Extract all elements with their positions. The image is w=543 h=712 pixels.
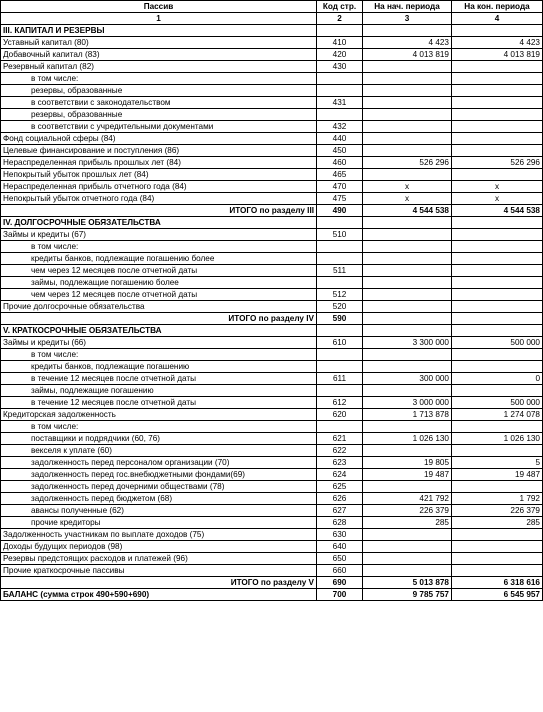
row-code: 420: [317, 49, 363, 61]
row-end-value: x: [452, 193, 543, 205]
column-number-4: 4: [452, 13, 543, 25]
row-label: Резервный капитал (82): [1, 61, 317, 73]
row-label: Доходы будущих периодов (98): [1, 541, 317, 553]
row-start-value: [363, 61, 452, 73]
row-code: [317, 349, 363, 361]
row-start-value: [363, 541, 452, 553]
row-end-value: 4 544 538: [452, 205, 543, 217]
row-code: 432: [317, 121, 363, 133]
row-start-value: [363, 85, 452, 97]
row-code: 700: [317, 589, 363, 601]
table-row: [1, 217, 543, 229]
header-end-period: На кон. периода: [452, 1, 543, 13]
row-code: 628: [317, 517, 363, 529]
table-row: [1, 85, 543, 97]
row-label: задолженность перед дочерними обществами (78): [1, 481, 317, 493]
row-code: 511: [317, 265, 363, 277]
row-start-value: x: [363, 193, 452, 205]
row-end-value: 4 013 819: [452, 49, 543, 61]
row-start-value: 3 300 000: [363, 337, 452, 349]
row-code: 510: [317, 229, 363, 241]
row-label: кредиты банков, подлежащие погашению более: [1, 253, 317, 265]
row-code: [317, 109, 363, 121]
table-row: [1, 397, 543, 409]
table-row: [1, 553, 543, 565]
row-end-value: x: [452, 181, 543, 193]
row-label: Прочие краткосрочные пассивы: [1, 565, 317, 577]
row-code: [317, 325, 363, 337]
row-code: 590: [317, 313, 363, 325]
row-label: Фонд социальной сферы (84): [1, 133, 317, 145]
row-label: задолженность перед персоналом организации (70): [1, 457, 317, 469]
row-start-value: [363, 565, 452, 577]
table-row: [1, 25, 543, 37]
row-label: Займы и кредиты (66): [1, 337, 317, 349]
row-code: 450: [317, 145, 363, 157]
row-end-value: [452, 529, 543, 541]
table-row: [1, 577, 543, 589]
row-end-value: 285: [452, 517, 543, 529]
row-end-value: [452, 277, 543, 289]
table-row: [1, 145, 543, 157]
table-row: [1, 229, 543, 241]
table-row: [1, 589, 543, 601]
row-label: в том числе:: [1, 349, 317, 361]
column-number-1: 1: [1, 13, 317, 25]
header-liabilities: Пассив: [1, 1, 317, 13]
row-end-value: [452, 325, 543, 337]
row-label: в том числе:: [1, 241, 317, 253]
row-label: Добавочный капитал (83): [1, 49, 317, 61]
row-code: 470: [317, 181, 363, 193]
row-label: III. КАПИТАЛ И РЕЗЕРВЫ: [1, 25, 317, 37]
row-end-value: 0: [452, 373, 543, 385]
row-end-value: [452, 121, 543, 133]
row-end-value: [452, 241, 543, 253]
table-row: [1, 433, 543, 445]
row-start-value: 526 296: [363, 157, 452, 169]
table-row: [1, 265, 543, 277]
row-label: в том числе:: [1, 421, 317, 433]
row-start-value: [363, 421, 452, 433]
row-end-value: [452, 445, 543, 457]
table-row: [1, 373, 543, 385]
row-label: задолженность перед гос.внебюджетными фондами(69): [1, 469, 317, 481]
row-end-value: 5: [452, 457, 543, 469]
table-row: [1, 517, 543, 529]
row-code: 475: [317, 193, 363, 205]
row-code: [317, 385, 363, 397]
row-code: 410: [317, 37, 363, 49]
column-number-row: [1, 13, 543, 25]
row-code: 465: [317, 169, 363, 181]
row-label: в течение 12 месяцев после отчетной даты: [1, 373, 317, 385]
row-end-value: [452, 385, 543, 397]
row-start-value: 1 713 878: [363, 409, 452, 421]
row-label: чем через 12 месяцев после отчетной даты: [1, 289, 317, 301]
table-row: [1, 289, 543, 301]
table-row: [1, 121, 543, 133]
row-start-value: [363, 25, 452, 37]
row-label: прочие кредиторы: [1, 517, 317, 529]
table-row: [1, 457, 543, 469]
table-row: [1, 241, 543, 253]
table-row: [1, 253, 543, 265]
row-end-value: [452, 541, 543, 553]
row-code: 622: [317, 445, 363, 457]
header-line-code: Код стр.: [317, 1, 363, 13]
row-code: 630: [317, 529, 363, 541]
row-code: 627: [317, 505, 363, 517]
row-code: 440: [317, 133, 363, 145]
row-label: Резервы предстоящих расходов и платежей (96): [1, 553, 317, 565]
row-start-value: [363, 229, 452, 241]
row-code: 623: [317, 457, 363, 469]
table-row: [1, 181, 543, 193]
row-code: [317, 217, 363, 229]
table-row: [1, 481, 543, 493]
row-end-value: 226 379: [452, 505, 543, 517]
row-code: 612: [317, 397, 363, 409]
row-label: Целевые финансирование и поступления (86): [1, 145, 317, 157]
table-row: [1, 493, 543, 505]
row-end-value: [452, 133, 543, 145]
row-code: 621: [317, 433, 363, 445]
row-code: [317, 277, 363, 289]
row-label: ИТОГО по разделу III: [1, 205, 317, 217]
row-end-value: [452, 145, 543, 157]
row-start-value: [363, 529, 452, 541]
header-row: [1, 1, 543, 13]
table-row: [1, 469, 543, 481]
row-code: 660: [317, 565, 363, 577]
row-end-value: [452, 85, 543, 97]
table-row: [1, 445, 543, 457]
row-label: Займы и кредиты (67): [1, 229, 317, 241]
row-code: 624: [317, 469, 363, 481]
row-start-value: x: [363, 181, 452, 193]
row-start-value: [363, 301, 452, 313]
row-code: 690: [317, 577, 363, 589]
row-code: 625: [317, 481, 363, 493]
table-row: [1, 157, 543, 169]
row-start-value: 226 379: [363, 505, 452, 517]
table-row: [1, 529, 543, 541]
table-row: [1, 541, 543, 553]
table-row: [1, 49, 543, 61]
row-label: в соответствии с законодательством: [1, 97, 317, 109]
row-label: Нераспределенная прибыль прошлых лет (84): [1, 157, 317, 169]
row-start-value: [363, 553, 452, 565]
row-label: Непокрытый убыток отчетного года (84): [1, 193, 317, 205]
row-end-value: 526 296: [452, 157, 543, 169]
table-row: [1, 565, 543, 577]
row-label: Прочие долгосрочные обязательства: [1, 301, 317, 313]
row-end-value: [452, 229, 543, 241]
row-end-value: [452, 421, 543, 433]
row-start-value: 300 000: [363, 373, 452, 385]
row-end-value: 500 000: [452, 337, 543, 349]
row-start-value: 285: [363, 517, 452, 529]
row-end-value: [452, 301, 543, 313]
row-end-value: [452, 361, 543, 373]
row-end-value: 6 318 616: [452, 577, 543, 589]
table-row: [1, 385, 543, 397]
row-label: чем через 12 месяцев после отчетной даты: [1, 265, 317, 277]
table-row: [1, 361, 543, 373]
row-code: 650: [317, 553, 363, 565]
row-code: 520: [317, 301, 363, 313]
table-row: [1, 421, 543, 433]
row-end-value: [452, 481, 543, 493]
row-label: БАЛАНС (сумма строк 490+590+690): [1, 589, 317, 601]
row-start-value: [363, 265, 452, 277]
row-code: 512: [317, 289, 363, 301]
row-end-value: 4 423: [452, 37, 543, 49]
row-label: Нераспределенная прибыль отчетного года (84): [1, 181, 317, 193]
row-start-value: 5 013 878: [363, 577, 452, 589]
row-end-value: [452, 73, 543, 85]
row-code: 611: [317, 373, 363, 385]
row-label: резервы, образованные: [1, 85, 317, 97]
row-label: V. КРАТКОСРОЧНЫЕ ОБЯЗАТЕЛЬСТВА: [1, 325, 317, 337]
row-label: авансы полученные (62): [1, 505, 317, 517]
row-label: Непокрытый убыток прошлых лет (84): [1, 169, 317, 181]
row-end-value: [452, 25, 543, 37]
row-code: [317, 241, 363, 253]
row-start-value: 421 792: [363, 493, 452, 505]
row-start-value: [363, 277, 452, 289]
row-label: кредиты банков, подлежащие погашению: [1, 361, 317, 373]
row-start-value: [363, 445, 452, 457]
row-code: [317, 361, 363, 373]
row-label: Уставный капитал (80): [1, 37, 317, 49]
table-row: [1, 325, 543, 337]
row-end-value: [452, 61, 543, 73]
row-start-value: [363, 169, 452, 181]
column-number-2: 2: [317, 13, 363, 25]
row-end-value: [452, 349, 543, 361]
row-end-value: 19 487: [452, 469, 543, 481]
row-label: займы, подлежащие погашению: [1, 385, 317, 397]
row-end-value: 6 545 957: [452, 589, 543, 601]
row-label: поставщики и подрядчики (60, 76): [1, 433, 317, 445]
table-row: [1, 301, 543, 313]
table-row: [1, 313, 543, 325]
row-end-value: [452, 289, 543, 301]
row-start-value: [363, 385, 452, 397]
row-start-value: 1 026 130: [363, 433, 452, 445]
row-start-value: [363, 97, 452, 109]
row-code: [317, 25, 363, 37]
row-start-value: [363, 349, 452, 361]
row-start-value: 9 785 757: [363, 589, 452, 601]
row-code: [317, 421, 363, 433]
table-row: [1, 37, 543, 49]
table-row: [1, 133, 543, 145]
row-start-value: [363, 121, 452, 133]
row-end-value: 500 000: [452, 397, 543, 409]
row-label: IV. ДОЛГОСРОЧНЫЕ ОБЯЗАТЕЛЬСТВА: [1, 217, 317, 229]
row-label: задолженность перед бюджетом (68): [1, 493, 317, 505]
row-end-value: [452, 265, 543, 277]
table-row: [1, 205, 543, 217]
row-code: 626: [317, 493, 363, 505]
row-label: резервы, образованные: [1, 109, 317, 121]
column-number-3: 3: [363, 13, 452, 25]
row-start-value: [363, 481, 452, 493]
row-end-value: [452, 313, 543, 325]
row-start-value: [363, 145, 452, 157]
table-row: [1, 409, 543, 421]
row-end-value: [452, 169, 543, 181]
row-label: Кредиторская задолженность: [1, 409, 317, 421]
row-label: в том числе:: [1, 73, 317, 85]
row-end-value: [452, 565, 543, 577]
row-code: 610: [317, 337, 363, 349]
row-start-value: 4 013 819: [363, 49, 452, 61]
row-start-value: 3 000 000: [363, 397, 452, 409]
row-label: в соответствии с учредительными документами: [1, 121, 317, 133]
row-start-value: [363, 241, 452, 253]
table-row: [1, 505, 543, 517]
row-start-value: [363, 217, 452, 229]
row-start-value: [363, 361, 452, 373]
row-label: ИТОГО по разделу IV: [1, 313, 317, 325]
row-label: векселя к уплате (60): [1, 445, 317, 457]
row-end-value: [452, 253, 543, 265]
table-row: [1, 169, 543, 181]
row-code: 620: [317, 409, 363, 421]
row-start-value: [363, 289, 452, 301]
table-row: [1, 97, 543, 109]
row-code: [317, 85, 363, 97]
row-start-value: [363, 313, 452, 325]
row-label: в течение 12 месяцев после отчетной даты: [1, 397, 317, 409]
row-code: 431: [317, 97, 363, 109]
row-end-value: [452, 553, 543, 565]
table-row: [1, 337, 543, 349]
table-row: [1, 109, 543, 121]
row-label: ИТОГО по разделу V: [1, 577, 317, 589]
row-end-value: [452, 217, 543, 229]
table-row: [1, 73, 543, 85]
row-label: займы, подлежащие погашению более: [1, 277, 317, 289]
row-start-value: [363, 253, 452, 265]
row-end-value: [452, 109, 543, 121]
row-start-value: [363, 325, 452, 337]
row-code: 460: [317, 157, 363, 169]
row-end-value: 1 026 130: [452, 433, 543, 445]
table-row: [1, 61, 543, 73]
table-row: [1, 193, 543, 205]
row-start-value: [363, 133, 452, 145]
header-start-period: На нач. периода: [363, 1, 452, 13]
row-code: 490: [317, 205, 363, 217]
row-code: 430: [317, 61, 363, 73]
row-start-value: [363, 109, 452, 121]
row-code: [317, 73, 363, 85]
row-start-value: 4 423: [363, 37, 452, 49]
row-start-value: 19 487: [363, 469, 452, 481]
row-label: Задолженность участникам по выплате доходов (75): [1, 529, 317, 541]
row-start-value: 4 544 538: [363, 205, 452, 217]
table-row: [1, 277, 543, 289]
row-end-value: 1 274 078: [452, 409, 543, 421]
row-end-value: [452, 97, 543, 109]
table-row: [1, 349, 543, 361]
row-code: 640: [317, 541, 363, 553]
row-start-value: [363, 73, 452, 85]
row-end-value: 1 792: [452, 493, 543, 505]
row-code: [317, 253, 363, 265]
row-start-value: 19 805: [363, 457, 452, 469]
